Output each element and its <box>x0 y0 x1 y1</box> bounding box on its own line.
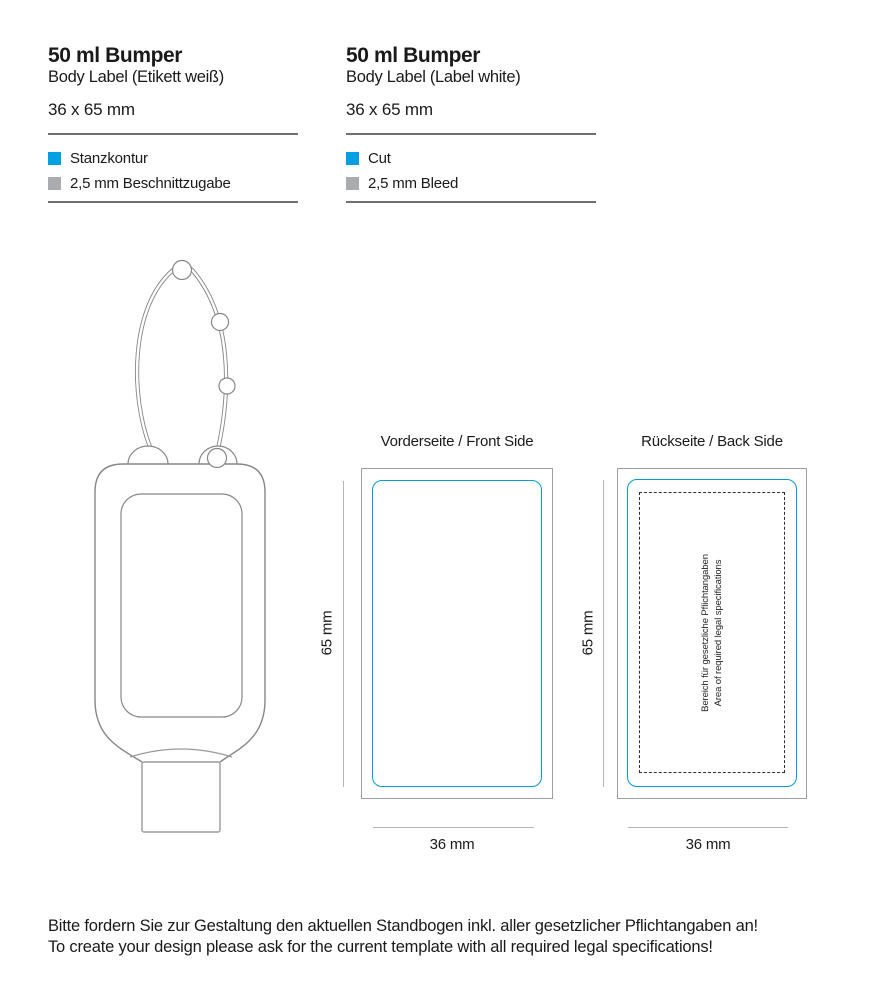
divider <box>346 201 596 203</box>
legend-label: 2,5 mm Bleed <box>368 175 459 192</box>
legend-item-cut <box>346 151 596 166</box>
legend-label: 2,5 mm Beschnittzugabe <box>70 175 231 192</box>
strap-bead-lower <box>219 378 235 394</box>
product-title: 50 ml Bumper <box>48 44 183 67</box>
bottle-illustration <box>80 255 280 845</box>
label-size: 36 x 65 mm <box>346 100 433 119</box>
cut-contour-swatch <box>48 152 61 165</box>
bleed-swatch <box>48 177 61 190</box>
divider <box>48 201 298 203</box>
footer-note-de: Bitte fordern Sie zur Gestaltung den aktuellen Standbogen inkl. aller gesetzlicher Pflichtangaben an! <box>48 917 758 935</box>
back-diagram-title: Rückseite / Back Side <box>641 433 783 450</box>
product-subtitle: Body Label (Etikett weiß) <box>48 68 224 86</box>
front-height-dimension-line <box>343 481 344 787</box>
legal-area-text-de: Bereich für gesetzliche Pflichtangaben <box>700 554 711 712</box>
front-width-dimension-label: 36 mm <box>429 836 475 853</box>
footer-note <box>48 916 858 957</box>
back-width-dimension-line <box>628 827 788 828</box>
bottle-cap <box>142 762 220 832</box>
legend <box>346 151 596 191</box>
strap-bead-top <box>173 261 192 280</box>
divider <box>48 133 298 135</box>
back-height-dimension-label: 65 mm <box>579 610 597 656</box>
bleed-swatch <box>346 177 359 190</box>
label-size: 36 x 65 mm <box>48 100 135 119</box>
legal-area-text <box>699 554 725 712</box>
cut-swatch <box>346 152 359 165</box>
front-height-dimension-label: 65 mm <box>318 610 336 656</box>
strap-band-outline <box>137 266 226 449</box>
front-cut-contour-box <box>372 480 542 787</box>
strap-band-fill <box>137 266 226 449</box>
product-subtitle: Body Label (Label white) <box>346 68 521 86</box>
attachment-dome-left <box>128 446 168 464</box>
product-title: 50 ml Bumper <box>346 44 481 67</box>
legal-area-text-en: Area of required legal specifications <box>713 559 724 707</box>
footer-note-en: To create your design please ask for the current template with all required legal specifications! <box>48 937 713 956</box>
product-header-german <box>48 44 298 203</box>
legend-item-cut-contour <box>48 151 298 166</box>
product-header-english <box>346 44 596 203</box>
legend-item-bleed <box>48 176 298 191</box>
strap-end-ring <box>208 449 227 468</box>
back-width-dimension-label: 36 mm <box>685 836 731 853</box>
legend <box>48 151 298 191</box>
back-height-dimension-line <box>603 480 604 787</box>
legend-label: Stanzkontur <box>70 150 148 167</box>
legend-label: Cut <box>368 150 391 167</box>
front-width-dimension-line <box>373 827 534 828</box>
divider <box>346 133 596 135</box>
front-diagram-title: Vorderseite / Front Side <box>380 433 534 450</box>
legend-item-bleed <box>346 176 596 191</box>
strap-bead-upper <box>212 314 229 331</box>
